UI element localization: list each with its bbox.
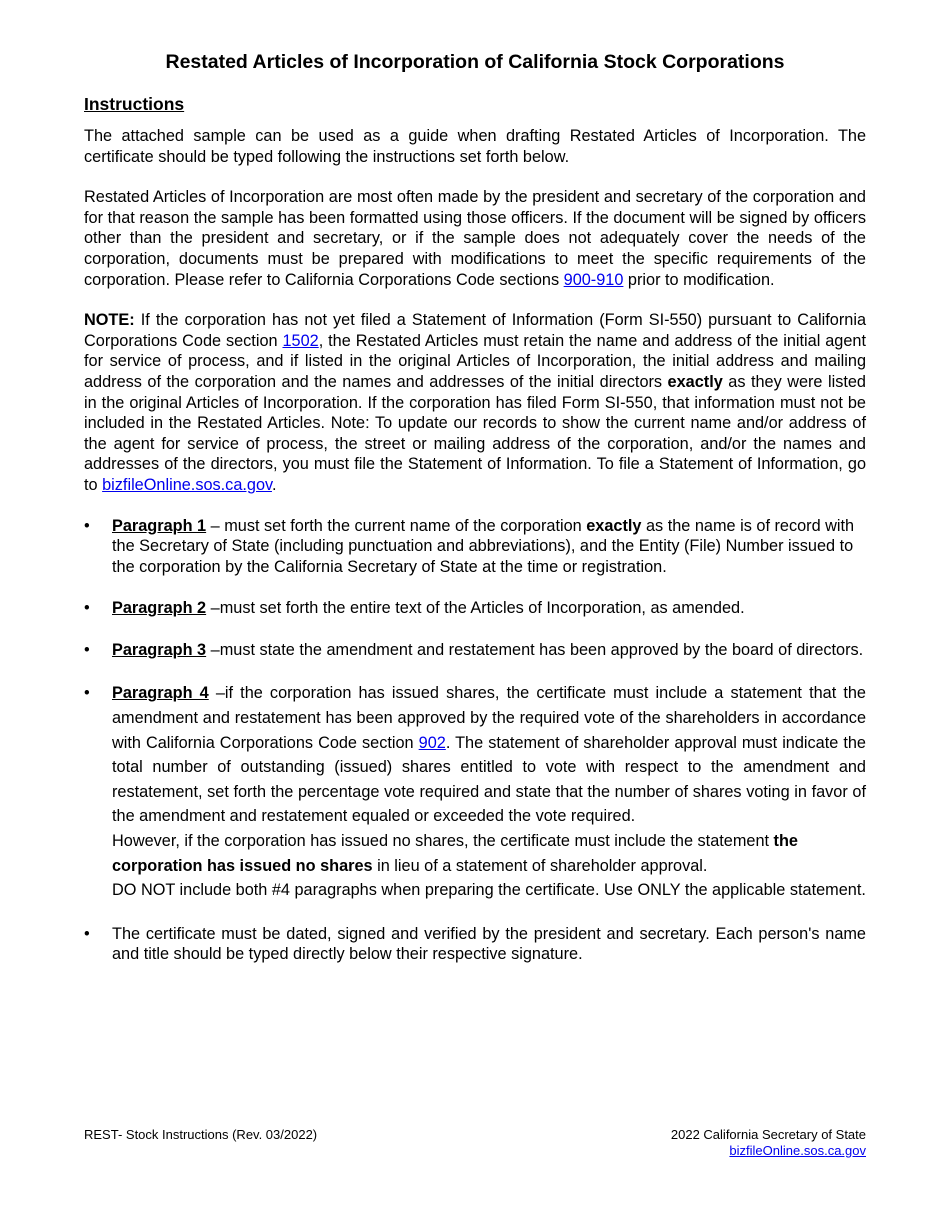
bullet-icon: • xyxy=(84,516,90,535)
officers-paragraph xyxy=(84,187,866,290)
list-item-paragraph-3 xyxy=(84,640,866,661)
bullet-icon: • xyxy=(84,924,90,943)
intro-paragraph: The attached sample can be used as a guide when drafting Restated Articles of Incorporation. The certificate should be typed following the instructions set forth below. xyxy=(84,127,866,166)
no-shares-statement: the corporation has issued no shares xyxy=(112,832,798,875)
paragraph-list xyxy=(84,516,866,966)
paragraph-4-text-b: . The statement of shareholder approval must indicate the total number of outstanding (issued) shares entitled to vote with respect to the amendment and restatement, set forth the percentage vote required and state that the number of shares voting in favor of the amendment and restatement equaled or exceeded the vote required. xyxy=(112,733,866,826)
list-item-paragraph-4 xyxy=(84,681,866,902)
note-text-3: as they were listed in the original Articles of Incorporation. If the corporation has filed Form SI-550, that information must not be included in the Restated Articles. Note: To update our records to show the current name and/or address of the agent for service of process, the street or mailing address of the corporation, and/or the names and addresses of the directors, you must file the Statement of Information. To file a Statement of Information, go to xyxy=(84,372,866,494)
list-item-paragraph-1 xyxy=(84,516,866,578)
paragraph-4-text-a: –if the corporation has issued shares, the certificate must include a statement that the amendment and restatement has been approved by the required vote of the shareholders in accordance with California Corporations Code section xyxy=(112,684,866,752)
note-end: . xyxy=(271,475,277,494)
paragraph-4-do-not: DO NOT include both #4 paragraphs when preparing the certificate. Use ONLY the applicable statement. xyxy=(112,881,866,900)
paragraph-2-label: Paragraph 2 xyxy=(112,599,207,618)
note-exactly: exactly xyxy=(667,372,723,391)
note-text-1: If the corporation has not yet filed a Statement of Information (Form SI-550) pursuant to California Corporations Code section xyxy=(84,311,866,350)
document-body xyxy=(84,92,866,986)
paragraph-3-text: –must state the amendment and restatement has been approved by the board of directors. xyxy=(206,640,864,659)
however-tail: in lieu of a statement of shareholder approval. xyxy=(372,856,708,875)
instructions-heading: Instructions xyxy=(84,94,185,114)
bullet-icon: • xyxy=(84,640,90,659)
footer-revision: REST- Stock Instructions (Rev. 03/2022) xyxy=(84,1127,318,1142)
footer-bizfile-link[interactable]: bizfileOnline.sos.ca.gov xyxy=(729,1143,866,1158)
section-1502-link[interactable]: 1502 xyxy=(282,331,319,350)
bullet-icon: • xyxy=(84,684,90,703)
list-item-paragraph-2 xyxy=(84,598,866,619)
footer-copyright-text: 2022 California Secretary of State xyxy=(670,1127,866,1142)
paragraph-4-main xyxy=(112,681,866,829)
footer-copyright xyxy=(671,1127,866,1159)
paragraph-2-text: –must set forth the entire text of the Articles of Incorporation, as amended. xyxy=(206,599,745,618)
paragraph-1-exactly: exactly xyxy=(586,516,642,535)
however-text: However, if the corporation has issued no shares, the certificate must include the statement xyxy=(112,832,774,851)
note-label: NOTE: xyxy=(84,311,135,330)
note-paragraph xyxy=(84,310,866,495)
signature-text: The certificate must be dated, signed and verified by the president and secretary. Each person's name and title should be typed directly below their respective signature. xyxy=(112,924,866,964)
bizfile-link[interactable]: bizfileOnline.sos.ca.gov xyxy=(102,475,272,494)
sections-900-910-link[interactable]: 900-910 xyxy=(563,270,624,289)
officers-tail: prior to modification. xyxy=(623,270,775,289)
paragraph-3-label: Paragraph 3 xyxy=(112,640,207,659)
paragraph-1-text-a: – must set forth the current name of the corporation xyxy=(206,516,587,535)
officers-text: Restated Articles of Incorporation are most often made by the president and secretary of the corporation and for that reason the sample has been formatted using those officers. If the document will be signed by officers other than the president and secretary, or if the sample does not adequately cover the needs of the corporation, documents must be prepared with modifications to meet the specific requirements of the corporation. Please refer to California Corporations Code sections xyxy=(84,188,866,289)
document-title: Restated Articles of Incorporation of California Stock Corporations xyxy=(165,51,785,73)
note-text-2: , the Restated Articles must retain the name and address of the initial agent for service of process, and if listed in the original Articles of Incorporation, the initial address and mailing address of the corporation and the names and addresses of the initial directors xyxy=(84,331,866,391)
paragraph-1-text-b: as the name is of record with the Secretary of State (including punctuation and abbreviations), and the Entity (File) Number issued to the corporation by the California Secretary of State at the time or registration. xyxy=(112,516,855,576)
section-902-link[interactable]: 902 xyxy=(418,733,446,752)
paragraph-4-label: Paragraph 4 xyxy=(112,684,209,703)
paragraph-1-label: Paragraph 1 xyxy=(112,516,207,535)
bullet-icon: • xyxy=(84,599,90,618)
list-item-signature xyxy=(84,924,866,965)
paragraph-4-however xyxy=(112,829,866,878)
